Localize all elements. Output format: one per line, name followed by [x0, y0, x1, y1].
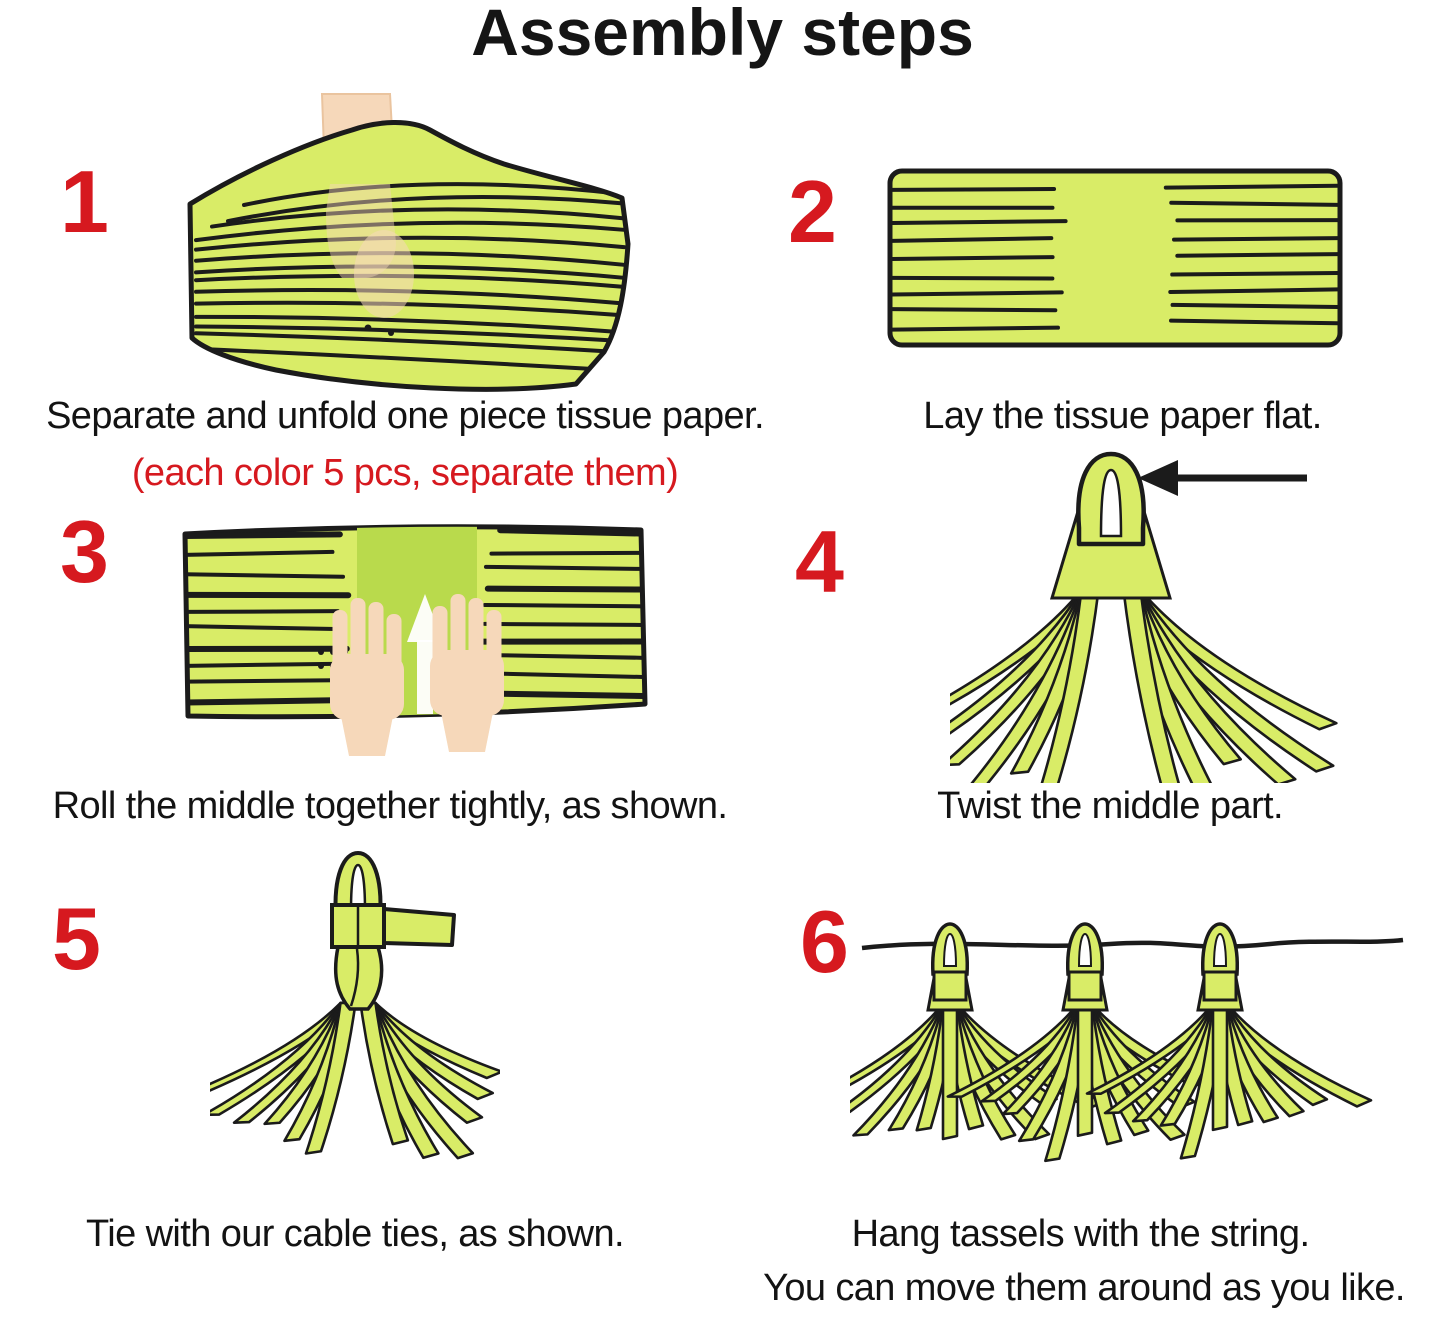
step-3-caption: Roll the middle together tightly, as shown.: [52, 785, 728, 827]
step-1-caption: Separate and unfold one piece tissue paper.: [46, 395, 764, 437]
loop-hole: [1214, 934, 1226, 966]
loop-hole: [944, 934, 956, 966]
step-4-illustration: [950, 448, 1420, 783]
step-1-number: 1: [60, 152, 109, 251]
loop-hole: [1079, 934, 1091, 966]
step-1-subcaption: (each color 5 pcs, separate them): [131, 452, 679, 494]
tassel-strip: [1078, 1004, 1092, 1136]
step-2-illustration: [885, 163, 1345, 353]
cable-tie: [332, 905, 454, 947]
step-6-caption: Hang tassels with the string.: [851, 1213, 1310, 1255]
step-6-caption-line2: You can move them around as you like.: [763, 1267, 1405, 1309]
step-1-illustration: [172, 92, 642, 397]
left-arrow-icon: [1138, 460, 1307, 496]
step-3-illustration: [175, 520, 650, 770]
step-4-number: 4: [795, 512, 844, 611]
step-4-caption: Twist the middle part.: [937, 785, 1283, 827]
step-6-illustration: [850, 918, 1415, 1193]
step-5-caption: Tie with our cable ties, as shown.: [86, 1213, 624, 1255]
step-2-caption: Lay the tissue paper flat.: [923, 395, 1322, 437]
step-6-number: 6: [800, 892, 849, 991]
tassel-strip: [1213, 1004, 1227, 1130]
loop-hole: [1101, 470, 1121, 536]
tassel-band: [1204, 972, 1236, 1000]
step-5-number: 5: [52, 889, 101, 988]
tassel-strip: [943, 1004, 957, 1139]
tassel-band: [934, 972, 966, 1000]
step-3-number: 3: [60, 502, 109, 601]
step-2-number: 2: [788, 162, 837, 261]
tassel-band: [1069, 972, 1101, 1000]
page-title: Assembly steps: [471, 0, 974, 69]
step-5-illustration: [210, 845, 500, 1165]
